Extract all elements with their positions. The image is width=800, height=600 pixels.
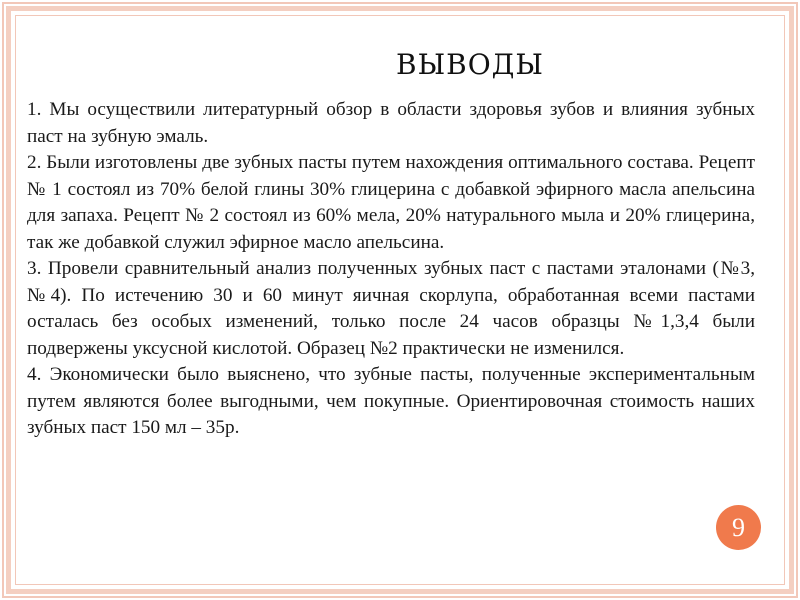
conclusion-paragraph-3: 3. Провели сравнительный анализ полученных зубных паст с пастами эталонами (№3, №4). По истечению 30 и 60 минут яичная скорлупа, обработанная всеми пастами осталась без особых изменений, только после 24 часов образцы №1,3,4 были подвержены уксусной кислотой. Образец №2 практически не изменился. (27, 258, 755, 359)
conclusion-paragraph-4: 4. Экономически было выяснено, что зубные пасты, полученные экспериментальным путем являются более выгодными, чем покупные. Ориентировочная стоимость наших зубных паст 150 мл – 35р. (27, 364, 755, 438)
page-number-badge: 9 (716, 505, 761, 550)
conclusion-paragraph-1: 1. Мы осуществили литературный обзор в области здоровья зубов и влияния зубных паст на зубную эмаль. (27, 99, 755, 147)
slide-content (27, 97, 755, 442)
slide-title: ВЫВОДЫ (396, 48, 544, 81)
conclusion-paragraph-2: 2. Были изготовлены две зубных пасты путем нахождения оптимального состава. Рецепт № 1 состоял из 70% белой глины 30% глицерина с добавкой эфирного масла апельсина для запаха. Рецепт № 2 состоял из 60% мела, 20% натурального мыла и 20% глицерина, так же добавкой служил эфирное масло апельсина. (27, 152, 755, 253)
